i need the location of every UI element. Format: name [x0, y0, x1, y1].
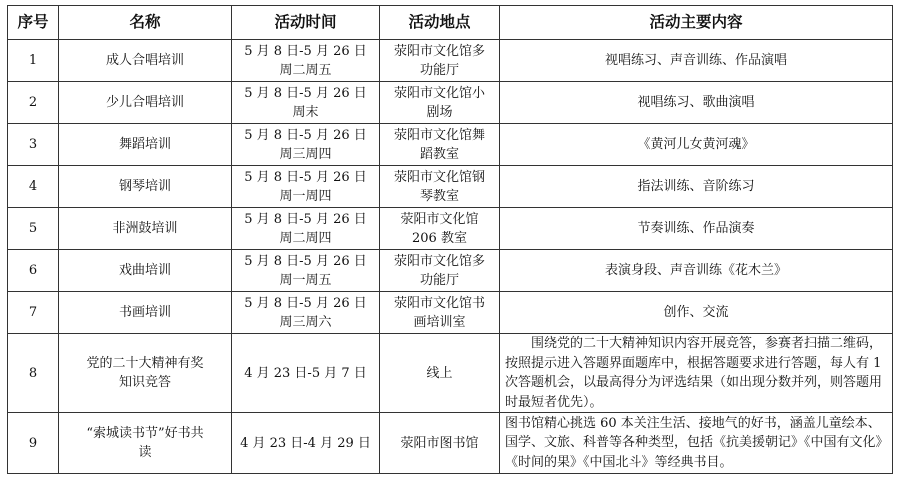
cell-time-line: 周末 [292, 104, 319, 120]
cell-place-line: 画培训室 [413, 314, 466, 330]
cell-name [59, 124, 232, 166]
header-time: 活动时间 [232, 6, 380, 40]
cell-place-line: 206 教室 [412, 230, 467, 246]
table-row [8, 250, 893, 292]
header-content: 活动主要内容 [500, 6, 893, 40]
cell-place-line: 线上 [426, 365, 453, 381]
cell-place [380, 40, 500, 82]
cell-time-line: 周三周六 [279, 314, 332, 330]
cell-content [500, 292, 893, 334]
cell-content [500, 124, 893, 166]
cell-time [232, 124, 380, 166]
cell-no: 8 [8, 334, 59, 413]
cell-time [232, 413, 380, 474]
cell-time-line: 4 月 23 日-5 月 7 日 [244, 365, 367, 381]
cell-time [232, 334, 380, 413]
cell-content [500, 82, 893, 124]
cell-time [232, 250, 380, 292]
cell-content-line: 创作、交流 [663, 305, 729, 320]
cell-name-line: 知识竞答 [118, 375, 171, 390]
table-row [8, 334, 893, 413]
cell-time-line: 5 月 8 日-5 月 26 日 [244, 43, 367, 59]
cell-content-line: 《黄河儿女黄河魂》 [637, 137, 755, 152]
cell-name [59, 292, 232, 334]
cell-time-line: 周二周五 [279, 62, 332, 78]
table-row [8, 166, 893, 208]
cell-name [59, 250, 232, 292]
cell-place-line: 荥阳市图书馆 [400, 435, 479, 451]
cell-place [380, 208, 500, 250]
cell-content-line: 视唱练习、歌曲演唱 [637, 95, 755, 110]
cell-place-line: 荥阳市文化馆舞 [393, 127, 485, 143]
cell-name [59, 413, 232, 474]
cell-name-line: 舞蹈培训 [118, 137, 171, 152]
cell-place [380, 166, 500, 208]
cell-content [500, 334, 893, 413]
header-no: 序号 [8, 6, 59, 40]
cell-content [500, 250, 893, 292]
table-row [8, 413, 893, 474]
cell-content [500, 166, 893, 208]
cell-place-line: 荥阳市文化馆多 [393, 253, 485, 269]
cell-content-line: 指法训练、音阶练习 [637, 179, 755, 194]
table-row [8, 208, 893, 250]
cell-no: 2 [8, 82, 59, 124]
cell-place-line: 功能厅 [419, 272, 459, 288]
cell-time [232, 82, 380, 124]
cell-place-line: 功能厅 [419, 62, 459, 78]
cell-time-line: 4 月 23 日-4 月 29 日 [240, 435, 371, 451]
table-row [8, 82, 893, 124]
cell-time-line: 5 月 8 日-5 月 26 日 [244, 253, 367, 269]
cell-time [232, 292, 380, 334]
cell-place-line: 荥阳市文化馆多 [393, 43, 485, 59]
activity-table [7, 5, 893, 474]
cell-no: 4 [8, 166, 59, 208]
cell-place-line: 蹈教室 [419, 146, 459, 162]
cell-time-line: 周一周四 [279, 188, 332, 204]
cell-place [380, 124, 500, 166]
cell-time-line: 5 月 8 日-5 月 26 日 [244, 211, 367, 227]
cell-name [59, 166, 232, 208]
cell-time [232, 166, 380, 208]
cell-place [380, 82, 500, 124]
cell-time-line: 周一周五 [279, 272, 332, 288]
cell-name [59, 208, 232, 250]
cell-name [59, 40, 232, 82]
cell-name-line: 读 [138, 445, 152, 460]
cell-time-line: 周三周四 [279, 146, 332, 162]
header-name: 名称 [59, 6, 232, 40]
cell-name-line: 书画培训 [118, 305, 171, 320]
cell-name-line: 少儿合唱培训 [105, 95, 184, 110]
cell-no: 7 [8, 292, 59, 334]
cell-no: 5 [8, 208, 59, 250]
cell-place [380, 413, 500, 474]
cell-content-line: 节奏训练、作品演奏 [637, 221, 755, 236]
header-place: 活动地点 [380, 6, 500, 40]
cell-name [59, 334, 232, 413]
cell-time-line: 5 月 8 日-5 月 26 日 [244, 85, 367, 101]
cell-content [500, 208, 893, 250]
cell-time-line: 5 月 8 日-5 月 26 日 [244, 295, 367, 311]
cell-place [380, 292, 500, 334]
table-row [8, 292, 893, 334]
cell-place-line: 荥阳市文化馆钢 [393, 169, 485, 185]
cell-content-line: 视唱练习、声音训练、作品演唱 [604, 53, 787, 68]
cell-content [500, 413, 893, 474]
cell-content-line: 表演身段、声音训练《花木兰》 [604, 263, 787, 278]
cell-place-line: 剧场 [426, 104, 453, 120]
cell-time [232, 40, 380, 82]
cell-place [380, 250, 500, 292]
cell-no: 6 [8, 250, 59, 292]
cell-place [380, 334, 500, 413]
cell-name-line: 戏曲培训 [118, 263, 171, 278]
cell-time-line: 5 月 8 日-5 月 26 日 [244, 127, 367, 143]
cell-place-line: 荥阳市文化馆小 [393, 85, 485, 101]
cell-place-line: 荥阳市文化馆 [400, 211, 479, 227]
cell-no: 3 [8, 124, 59, 166]
cell-name-line: 党的二十大精神有奖 [86, 356, 204, 371]
cell-name-line: 成人合唱培训 [105, 53, 184, 68]
cell-name-line: “索城读书节”好书共 [86, 426, 204, 441]
cell-time [232, 208, 380, 250]
cell-no: 9 [8, 413, 59, 474]
cell-name [59, 82, 232, 124]
cell-content-line: 围绕党的二十大精神知识内容开展竞答，参赛者扫描二维码，按照提示进入答题界面题库中，根据答题要求进行答题，每人有 1 次答题机会，以最高得分为评选结果（如出现分数并列，则答题用时最短者优先）。 [505, 336, 883, 410]
cell-content [500, 40, 893, 82]
header-row [8, 6, 893, 40]
cell-no: 1 [8, 40, 59, 82]
table-row [8, 124, 893, 166]
cell-time-line: 5 月 8 日-5 月 26 日 [244, 169, 367, 185]
cell-place-line: 荥阳市文化馆书 [393, 295, 485, 311]
cell-place-line: 琴教室 [419, 188, 459, 204]
cell-name-line: 钢琴培训 [118, 179, 171, 194]
table-row [8, 40, 893, 82]
cell-name-line: 非洲鼓培训 [112, 221, 178, 236]
cell-content-line: 图书馆精心挑选 60 本关注生活、接地气的好书，涵盖儿童绘本、国学、文旅、科普等各种类型，包括《抗美援朝记》《中国有文化》《时间的果》《中国北斗》等经典书目。 [505, 415, 883, 470]
cell-time-line: 周二周四 [279, 230, 332, 246]
